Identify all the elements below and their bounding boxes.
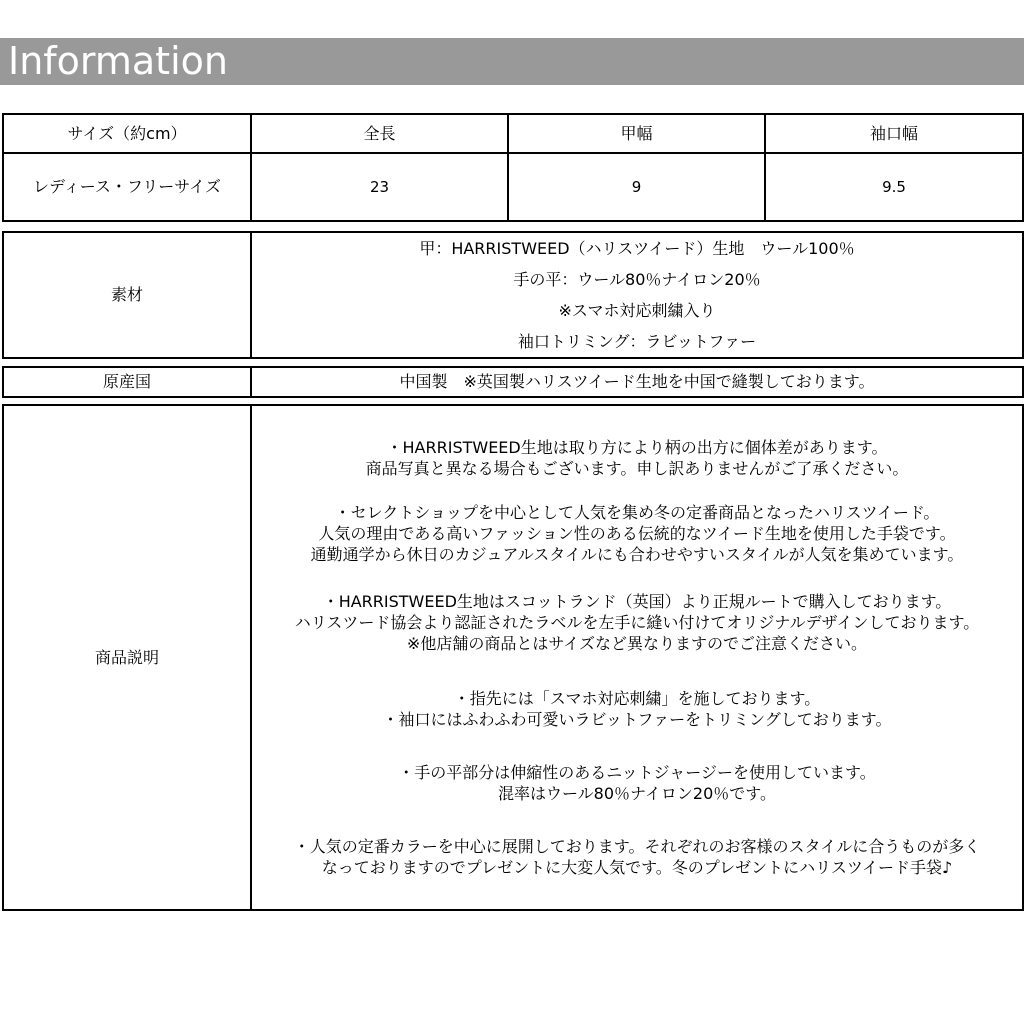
origin-table (2, 366, 1024, 398)
material-values (251, 232, 1023, 358)
description-line: 人気の理由である高いファッション性のある伝統的なツイード生地を使用した手袋です。 (318, 524, 956, 543)
description-line: ハリスツード協会より認証されたラベルを左手に縫い付けてオリジナルデザインしております。 (294, 613, 980, 632)
description-paragraph (252, 502, 1022, 565)
size-cuff-width-value: 9.5 (765, 153, 1023, 221)
material-line: 手の平：ウール80％ナイロン20％ (513, 270, 761, 289)
description-paragraph (252, 437, 1022, 479)
description-paragraph (252, 591, 1022, 654)
material-label: 素材 (3, 232, 251, 358)
size-name: レディース・フリーサイズ (3, 153, 251, 221)
size-header-length: 全長 (251, 114, 508, 153)
description-line: なっておりますのでプレゼントに大変人気です。冬のプレゼントにハリスツイード手袋♪ (321, 858, 953, 877)
description-paragraph (252, 762, 1022, 804)
size-header-label: サイズ（約cm） (3, 114, 251, 153)
material-line: ※スマホ対応刺繍入り (558, 301, 716, 320)
section-title: Information (8, 39, 228, 83)
description-table (2, 404, 1024, 911)
origin-label: 原産国 (3, 367, 251, 397)
size-back-width-value: 9 (508, 153, 765, 221)
description-line: ・袖口にはふわふわ可愛いラビットファーをトリミングしております。 (382, 710, 892, 729)
description-label: 商品説明 (3, 405, 251, 910)
description-text (251, 405, 1023, 910)
size-table-header-row (3, 114, 1023, 153)
description-line: ・指先には「スマホ対応刺繍」を施しております。 (453, 689, 821, 708)
description-line: ・HARRISTWEED生地はスコットランド（英国）より正規ルートで購入しております。 (322, 592, 952, 611)
section-banner (0, 38, 1024, 85)
size-length-value: 23 (251, 153, 508, 221)
size-header-back-width: 甲幅 (508, 114, 765, 153)
description-line: ・HARRISTWEED生地は取り方により柄の出方に個体差があります。 (386, 438, 888, 457)
description-line: 商品写真と異なる場合もございます。申し訳ありませんがご了承ください。 (365, 459, 909, 478)
size-table (2, 113, 1024, 222)
size-table-row (3, 153, 1023, 221)
material-line: 袖口トリミング：ラビットファー (517, 332, 757, 351)
description-line: ・セレクトショップを中心として人気を集め冬の定番商品となったハリスツイード。 (334, 503, 940, 522)
material-line: 甲：HARRISTWEED（ハリスツイード）生地 ウール100％ (419, 239, 855, 258)
description-line: 通勤通学から休日のカジュアルスタイルにも合わせやすいスタイルが人気を集めています。 (310, 545, 964, 564)
description-paragraph (252, 836, 1022, 878)
description-paragraph (252, 688, 1022, 730)
size-header-cuff-width: 袖口幅 (765, 114, 1023, 153)
material-table (2, 231, 1024, 359)
description-line: ※他店舗の商品とはサイズなど異なりますのでご注意ください。 (406, 634, 868, 653)
description-line: ・人気の定番カラーを中心に展開しております。それぞれのお客様のスタイルに合うものが多く (293, 837, 981, 856)
description-line: ・手の平部分は伸縮性のあるニットジャージーを使用しています。 (398, 763, 876, 782)
description-line: 混率はウール80％ナイロン20％です。 (498, 784, 776, 803)
origin-value: 中国製 ※英国製ハリスツイード生地を中国で縫製しております。 (251, 367, 1023, 397)
